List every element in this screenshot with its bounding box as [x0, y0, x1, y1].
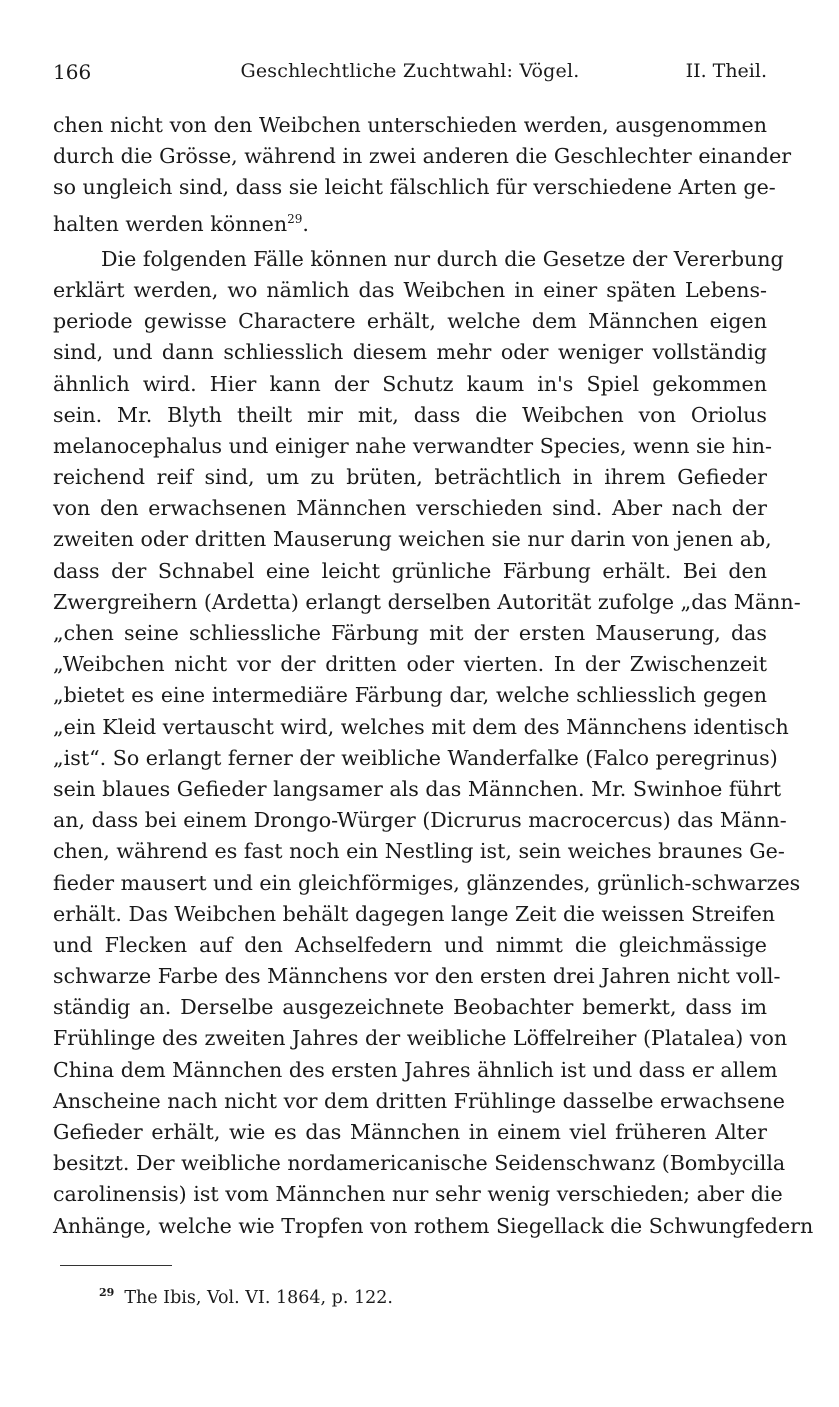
text-line: Gefieder erhält, wie es das Männchen in einem viel früheren Alter [53, 1120, 767, 1144]
text-line: besitzt. Der weibliche nordamericanische Seidenschwanz (Bombycilla [53, 1151, 786, 1176]
text-line: schwarze Farbe des Männchens vor den ersten drei Jahren nicht voll- [53, 964, 781, 989]
text-line: „bietet es eine intermediäre Färbung dar, welche schliesslich gegen [53, 683, 767, 708]
text-line: dass der Schnabel eine leicht grünliche Färbung erhält. Bei den [53, 558, 767, 583]
text-line: Frühlinge des zweiten Jahres der weibliche Löffelreiher (Platalea) von [53, 1026, 788, 1051]
text-line: melanocephalus und einiger nahe verwandter Species, wenn sie hin- [53, 433, 772, 458]
text-line: „ist“. So erlangt ferner der weibliche Wanderfalke (Falco peregrinus) [53, 745, 778, 770]
text-line: und Flecken auf den Achselfedern und nimmt die gleichmässige [53, 932, 767, 957]
footnote-marker: 29 [99, 1286, 115, 1299]
body-text [53, 110, 814, 1242]
part-label: II. Theil. [685, 60, 767, 82]
paragraph-1 [53, 110, 792, 236]
text-line: ständig an. Derselbe ausgezeichnete Beobachter bemerkt, dass im [53, 995, 767, 1020]
text-line: „ein Kleid vertauscht wird, welches mit dem des Männchens identisch [53, 714, 789, 739]
running-title: Geschlechtliche Zuchtwahl: Vögel. [240, 60, 580, 82]
text-line: reichend reif sind, um zu brüten, beträchtlich in ihrem Gefieder [53, 465, 767, 490]
text-line: Die folgenden Fälle können nur durch die Gesetze der Vererbung [101, 246, 784, 271]
sentence-end: . [302, 211, 309, 236]
text-line: an, dass bei einem Drongo-Würger (Dicrurus macrocercus) das Männ- [53, 808, 787, 833]
running-header [53, 60, 767, 88]
text-line: zweiten oder dritten Mauserung weichen sie nur darin von jenen ab, [53, 527, 772, 552]
text-line: sein blaues Gefieder langsamer als das Männchen. Mr. Swinhoe führt [53, 776, 782, 801]
text-line: Anscheine nach nicht vor dem dritten Frühlinge dasselbe erwachsene [53, 1088, 785, 1113]
text-line: China dem Männchen des ersten Jahres ähnlich ist und dass er allem [53, 1057, 778, 1082]
paragraph-2 [53, 244, 814, 1242]
footnote [99, 1282, 393, 1309]
text-line: carolinensis) ist vom Männchen nur sehr wenig verschieden; aber die [53, 1182, 783, 1207]
paragraph-gap [53, 235, 767, 244]
footnote-rule [60, 1265, 172, 1266]
text-line: „Weibchen nicht vor der dritten oder vierten. In der Zwischenzeit [53, 652, 767, 677]
text-line [53, 204, 767, 235]
text-line: von den erwachsenen Männchen verschieden sind. Aber nach der [53, 496, 767, 521]
text-line-content: halten werden können [53, 211, 288, 236]
page-number: 166 [53, 60, 92, 84]
footnote-text: The Ibis, Vol. VI. 1864, p. 122. [124, 1287, 393, 1308]
text-line: ähnlich wird. Hier kann der Schutz kaum in's Spiel gekommen [53, 371, 767, 396]
text-line: erhält. Das Weibchen behält dagegen lange Zeit die weissen Streifen [53, 901, 776, 926]
text-line: Zwergreihern (Ardetta) erlangt derselben Autorität zufolge „das Männ- [53, 589, 801, 614]
text-line: fieder mausert und ein gleichförmiges, glänzendes, grünlich-schwarzes [53, 870, 801, 895]
text-line: erklärt werden, wo nämlich das Weibchen in einer späten Lebens- [53, 277, 767, 302]
text-line: sind, und dann schliesslich diesem mehr oder weniger vollständig [53, 340, 767, 365]
text-line: chen, während es fast noch ein Nestling ist, sein weiches braunes Ge- [53, 839, 785, 864]
text-line: durch die Grösse, während in zwei anderen die Geschlechter einander [53, 144, 792, 169]
text-line: Anhänge, welche wie Tropfen von rothem Siegellack die Schwungfedern [53, 1213, 814, 1238]
text-line: so ungleich sind, dass sie leicht fälschlich für verschiedene Arten ge- [53, 175, 776, 200]
footnote-reference: 29 [287, 211, 303, 226]
text-line: sein. Mr. Blyth theilt mir mit, dass die Weibchen von Oriolus [53, 402, 767, 427]
text-line: periode gewisse Charactere erhält, welche dem Männchen eigen [53, 309, 767, 334]
text-line: „chen seine schliessliche Färbung mit der ersten Mauserung, das [53, 621, 767, 645]
text-line: chen nicht von den Weibchen unterschieden werden, ausgenommen [53, 113, 767, 137]
